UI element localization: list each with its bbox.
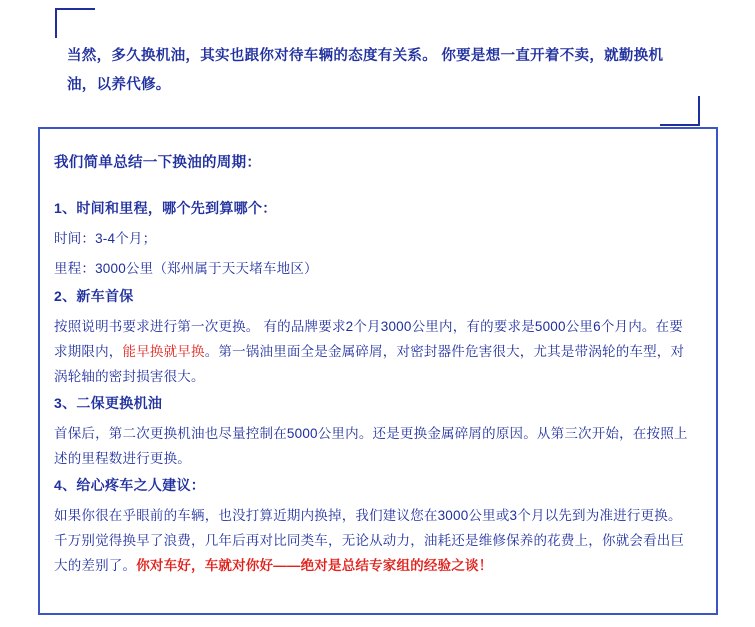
section-2-highlight: 能早换就早换 [122, 344, 205, 359]
summary-box-content [40, 129, 716, 592]
section-2-paragraph [54, 314, 690, 389]
section-4-heading: 4、给心疼车之人建议： [54, 477, 206, 493]
bracket-bottom-right-decoration [660, 96, 700, 126]
summary-box [38, 127, 718, 615]
section-3-paragraph: 首保后，第二次更换机油也尽量控制在5000公里内。还是更换金属碎屑的原因。从第三次开始，在按照上述的里程数进行更换。 [54, 426, 688, 466]
section-1-line-2: 里程：3000公里（郑州属于天天堵车地区） [54, 261, 318, 276]
section-1-line-1: 时间：3-4个月； [54, 231, 157, 246]
intro-paragraph: 当然，多久换机油，其实也跟你对待车辆的态度有关系。 你要是想一直开着不卖，就勤换机油，以养代修。 [67, 48, 664, 93]
section-3-heading: 3、二保更换机油 [54, 395, 163, 411]
section-1-heading: 1、时间和里程，哪个先到算哪个： [54, 200, 277, 216]
section-2-heading: 2、新车首保 [54, 288, 134, 304]
box-title: 我们简单总结一下换油的周期： [54, 155, 262, 171]
bracket-top-left-decoration [55, 8, 95, 38]
section-4-paragraph [54, 503, 690, 578]
section-4-text-part1: 如果你很在乎眼前的车辆，也没打算近期内换掉，我们建议您在3000公里或3个月以先到为准进行更换。 千万别觉得换早了浪费，几年后再对比同类车，无论从动力，油耗还是维修保养的花费上，你就会看出巨大的差别了。 [54, 508, 685, 573]
section-4-highlight: 你对车好，车就对你好——绝对是总结专家组的经验之谈！ [136, 558, 493, 573]
section-2-text-part1: 按照说明书要求进行第一次更换。 有的品牌要求2个月3000公里内，有的要求是5000公里6个月内。在要求期限内， [54, 319, 684, 359]
section-2-text-part2: 。第一锅油里面全是金属碎屑，对密封器件危害很大，尤其是带涡轮的车型，对涡轮轴的密封损害很大。 [54, 344, 685, 384]
